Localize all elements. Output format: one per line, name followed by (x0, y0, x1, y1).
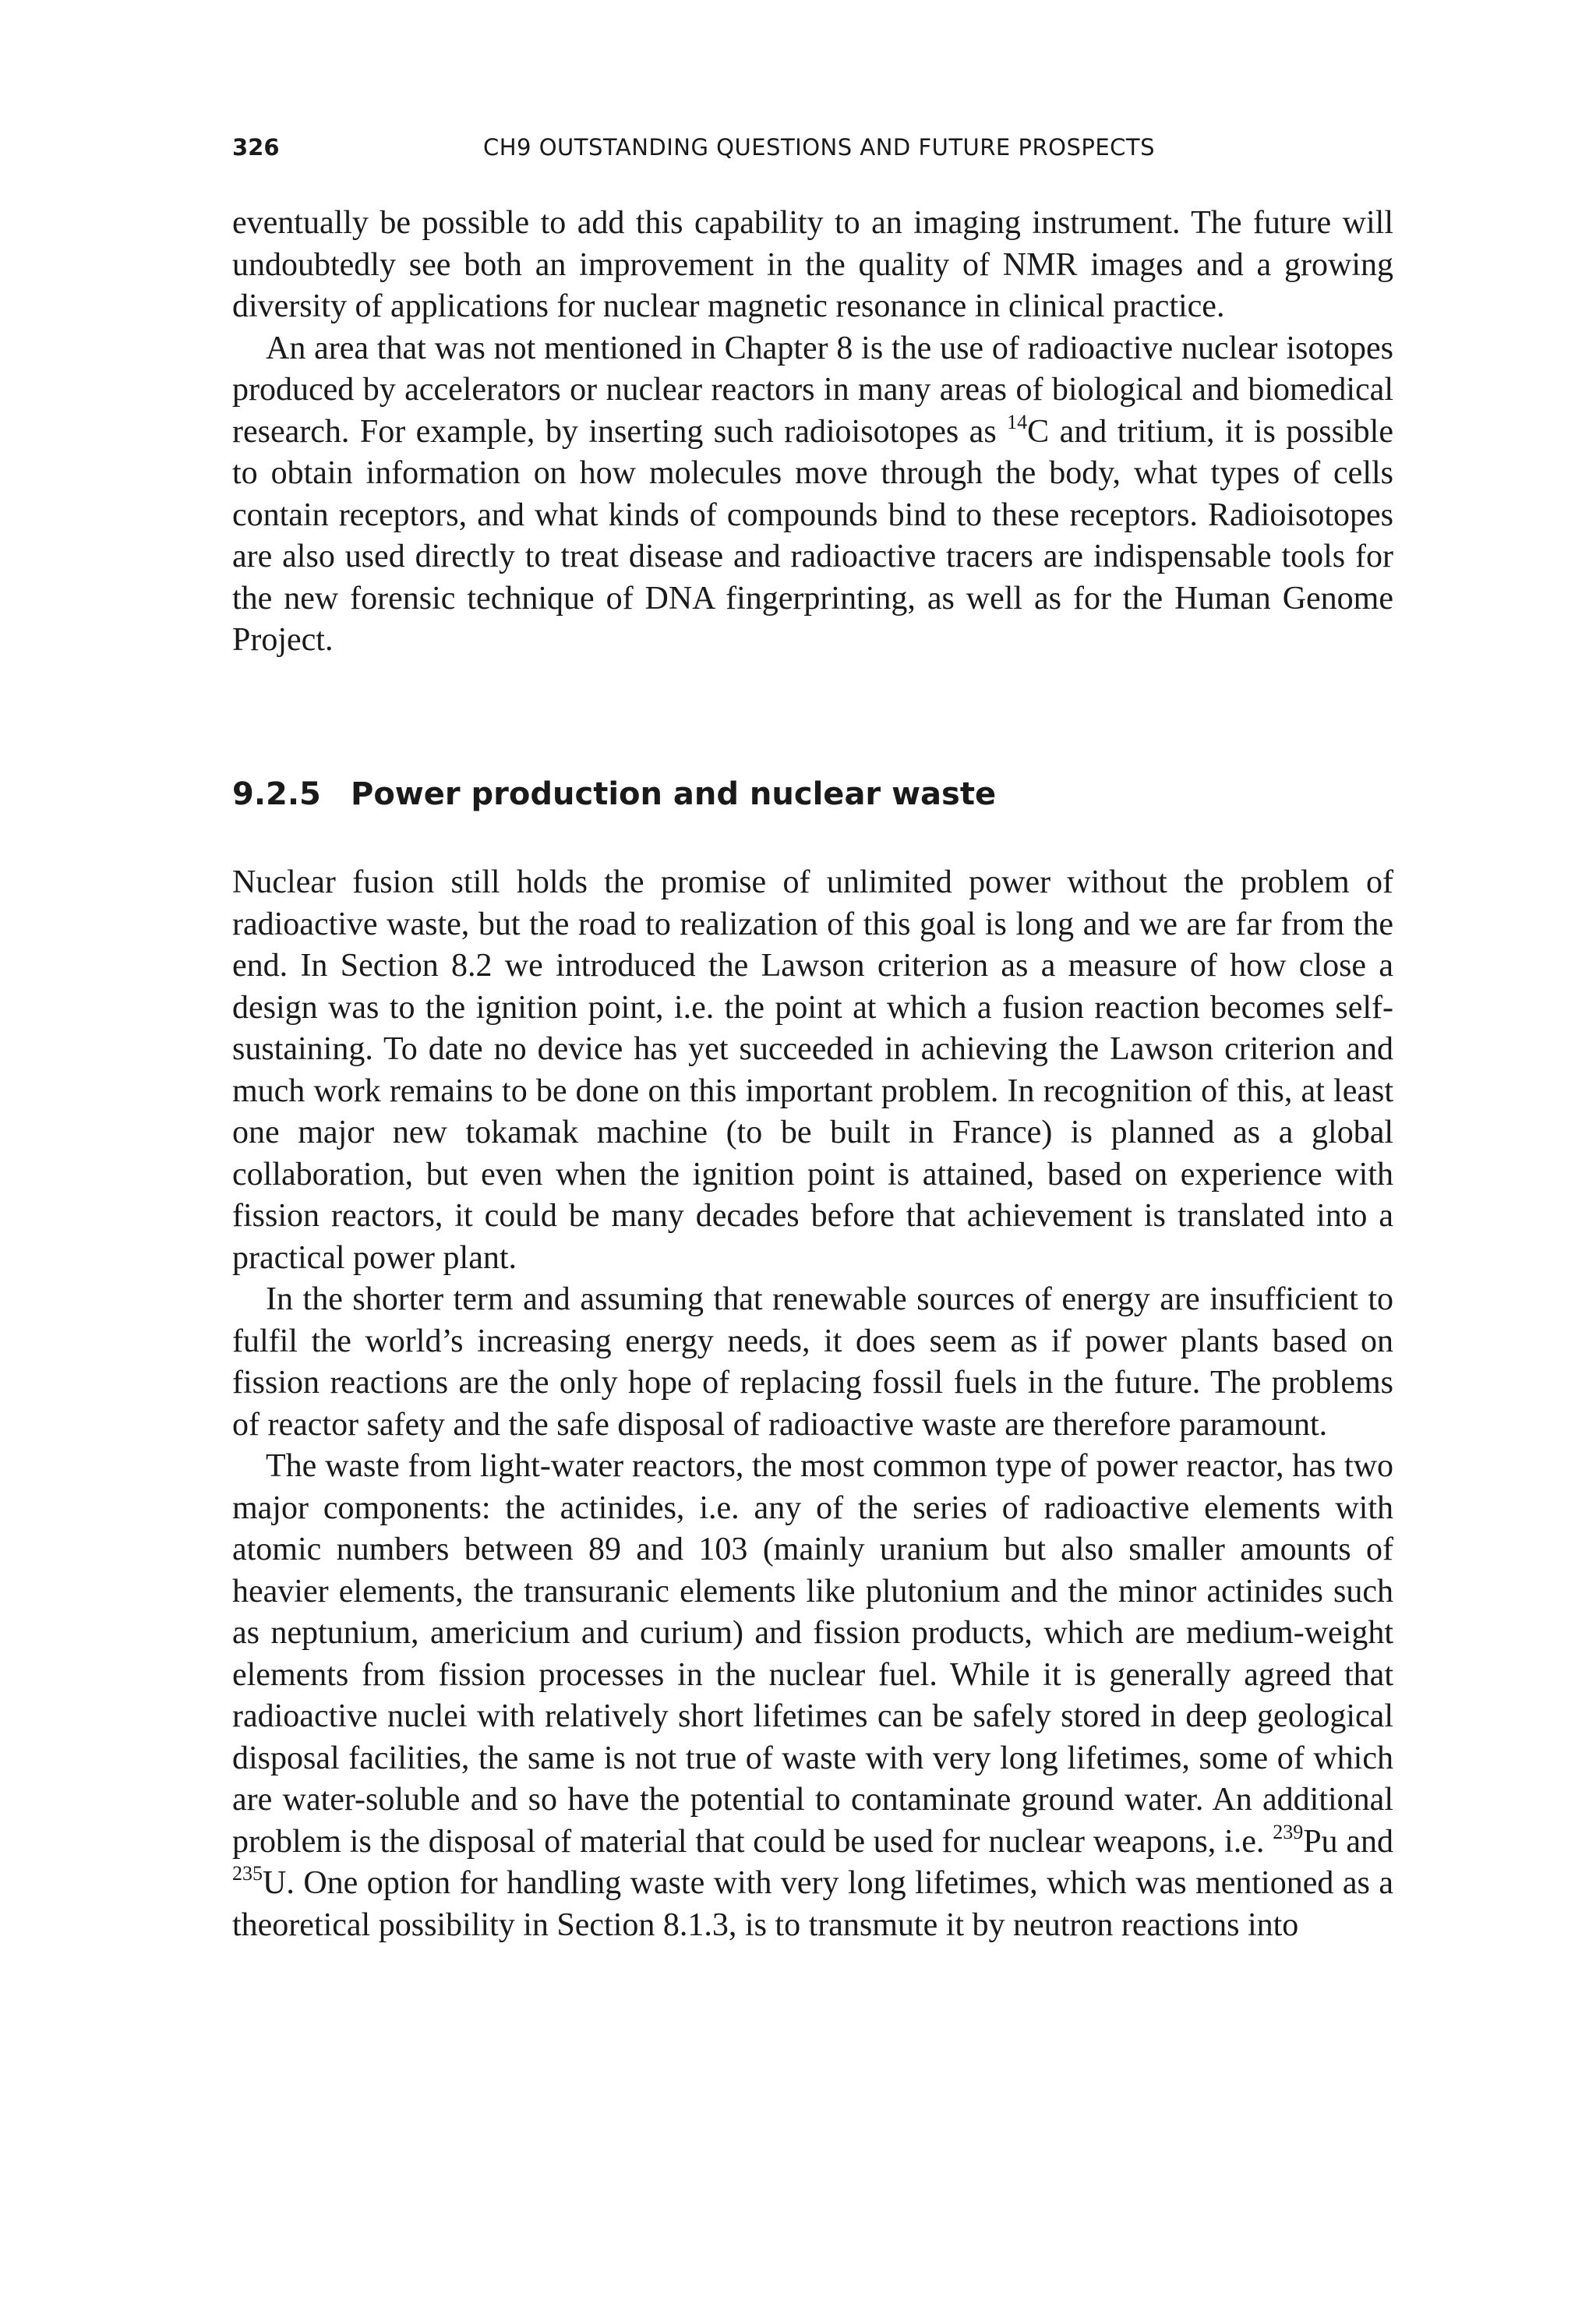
section-heading (232, 776, 1393, 812)
text-run: U. One option for handling waste with very long lifetimes, which was mentioned as a theoretical possibility in Section 8.1.3, is to transmute it by neutron reactions into (232, 1865, 1393, 1943)
superscript-mass-number: 235 (232, 1862, 263, 1885)
text-run: The waste from light-water reactors, the most common type of power reactor, has two major components: the actinides, i.e. any of the series of radioactive elements with atomic numbers between 89 and 103 (mainly uranium but also smaller amounts of heavier elements, the transuranic elements like plutonium and the minor actinides such as neptunium, americium and curium) and fission products, which are medium-weight elements from fission processes in the nuclear fuel. While it is generally agreed that radioactive nuclei with relatively short lifetimes can be safely stored in deep geological disposal facilities, the same is not true of waste with very long lifetimes, some of which are water-soluble and so have the potential to contaminate ground water. An additional problem is the disposal of material that could be used for nuclear weapons, i.e. (232, 1448, 1393, 1860)
page-number: 326 (232, 134, 280, 161)
section-number: 9.2.5 (232, 776, 321, 812)
running-head (232, 134, 1393, 173)
chapter-title: CH9 OUTSTANDING QUESTIONS AND FUTURE PROSPECTS (483, 134, 1156, 161)
section-title: Power production and nuclear waste (351, 776, 997, 812)
text-run: Pu and (1303, 1823, 1394, 1860)
paragraph-continued: eventually be possible to add this capability to an imaging instrument. The future will undoubtedly see both an improvement in the quality of NMR images and a growing diversity of applications for nuclear magnetic resonance in clinical practice. (232, 205, 1393, 324)
paragraph-waste (232, 1446, 1393, 1946)
paragraph-fission: In the shorter term and assuming that renewable sources of energy are insufficient to fulfil the world’s increasing energy needs, it does seem as if power plants based on fission reactions are the only hope of replacing fossil fuels in the future. The problems of reactor safety and the safe disposal of radioactive waste are therefore paramount. (232, 1281, 1393, 1443)
text-run: C and tritium, it is possible to obtain information on how molecules move through the body, what types of cells contain receptors, and what kinds of compounds bind to these receptors. Radioisotopes are also used directly to treat disease and radioactive tracers are indispensable tools for the new forensic technique of DNA fingerprinting, as well as for the Human Genome Project. (232, 413, 1393, 658)
text-run: An area that was not mentioned in Chapter 8 is the use of radioactive nuclear isotopes produced by accelerators or nuclear reactors in many areas of biological and biomedical research. For example, by inserting such radioisotopes as (232, 330, 1393, 450)
top-text-block (232, 203, 1393, 662)
section-text-block (232, 862, 1393, 1946)
superscript-mass-number: 239 (1273, 1820, 1304, 1843)
superscript-mass-number: 14 (1007, 410, 1028, 433)
paragraph-fusion: Nuclear fusion still holds the promise of unlimited power without the problem of radioactive waste, but the road to realization of this goal is long and we are far from the end. In Section 8.2 we introduced the Lawson criterion as a measure of how close a design was to the ignition point, i.e. the point at which a fusion reaction becomes self-sustaining. To date no device has yet succeeded in achieving the Lawson criterion and much work remains to be done on this important problem. In recognition of this, at least one major new tokamak machine (to be built in France) is planned as a global collaboration, but even when the ignition point is attained, based on experience with fission reactors, it could be many decades before that achievement is translated into a practical power plant. (232, 864, 1393, 1276)
paragraph-radioisotopes (232, 328, 1393, 662)
